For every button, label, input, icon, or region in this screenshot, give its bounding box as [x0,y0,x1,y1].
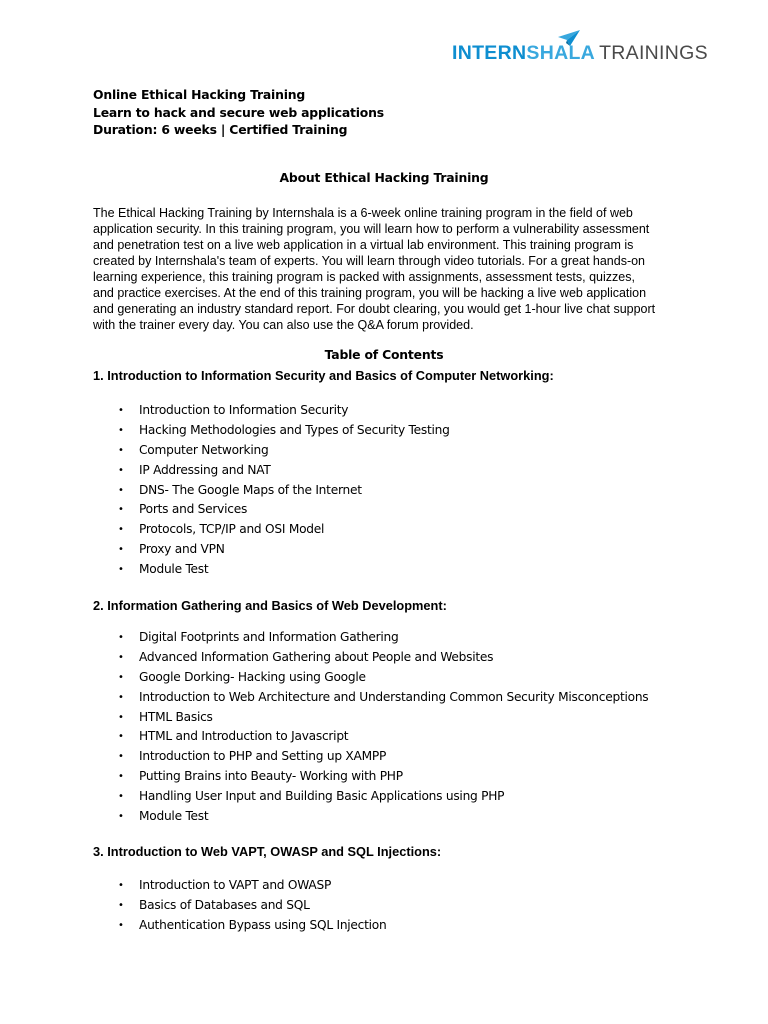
about-line: learning experience, this training program is packed with assignments, assessment tests, quizzes, [93,270,635,284]
list-item-text: Introduction to Information Security [139,403,349,417]
internshala-trainings-logo [452,30,708,70]
list-item-text: Handling User Input and Building Basic Applications using PHP [139,789,505,804]
list-item-text: Basics of Databases and SQL [139,897,310,912]
list-item-text: Module Test [139,809,209,824]
bullet-icon: • [118,671,124,683]
bullet-icon: • [118,424,124,436]
list-item-text: DNS- The Google Maps of the Internet [139,482,362,497]
bullet-icon: • [118,651,124,663]
list-item-text: Introduction to PHP and Setting up XAMPP [139,749,387,764]
bullet-icon: • [118,544,124,556]
about-line: and penetration test on a live web application in a virtual lab environment. This training program is [93,238,634,252]
list-item-text: Putting Brains into Beauty- Working with PHP [139,769,403,784]
bullet-icon: • [118,691,124,703]
document-header [93,86,384,139]
list-item-text: Authentication Bypass using SQL Injection [139,917,387,932]
bullet-icon: • [118,880,124,891]
bullet-icon: • [118,711,124,723]
about-line: created by Internshala's team of experts. You will learn through video tutorials. For a great hands-on [93,254,646,268]
section-title: 3. Introduction to Web VAPT, OWASP and SQL Injections: [93,844,442,859]
logo-brand-intern: INTERN [452,42,527,64]
bullet-icon: • [118,751,124,763]
about-line: The Ethical Hacking Training by Internshala is a 6-week online training program in the field of web [93,206,633,220]
list-item-text: Introduction to Web Architecture and Understanding Common Security Misconceptions [139,689,649,704]
logo-wordmark [452,42,708,65]
list-item-text: IP Addressing and NAT [139,462,271,477]
bullet-icon: • [118,504,124,516]
section-title: 2. Information Gathering and Basics of Web Development: [93,598,447,613]
bullet-icon: • [118,771,124,783]
list-item-text: Computer Networking [139,442,269,457]
bullet-icon: • [118,811,124,823]
logo-subtitle: TRAININGS [599,42,708,64]
list-item-text: Hacking Methodologies and Types of Security Testing [139,422,450,437]
bullet-icon: • [118,899,124,911]
bullet-icon: • [118,564,124,576]
section-title: 1. Introduction to Information Security and Basics of Computer Networking: [93,368,554,383]
header-tagline: Learn to hack and secure web applications [93,104,384,120]
bullet-icon: • [118,444,124,456]
bullet-icon: • [118,464,124,476]
bullet-icon: • [118,484,124,496]
list-item-text: Introduction to VAPT and OWASP [139,878,332,892]
bullet-icon: • [118,919,124,931]
list-item-text: Module Test [139,562,209,577]
about-line: and generating an industry standard report. For doubt clearing, you would get 1-hour live chat support [93,302,656,316]
toc-heading: Table of Contents [324,347,444,362]
bullet-icon: • [118,524,124,536]
bullet-icon: • [118,731,124,743]
about-line: application security. In this training program, you will learn how to perform a vulnerability assessment [93,222,650,236]
list-item-text: HTML Basics [139,709,213,724]
list-item-text: Digital Footprints and Information Gathering [139,630,399,644]
about-line: with the trainer every day. You can also use the Q&A forum provided. [93,318,474,332]
list-item-text: Advanced Information Gathering about People and Websites [139,649,494,664]
logo-brand-shala: SHALA [526,42,596,64]
list-item-text: Protocols, TCP/IP and OSI Model [139,522,325,537]
list-item-text: Ports and Services [139,502,248,517]
header-duration: Duration: 6 weeks | Certified Training [93,122,348,137]
bullet-icon: • [118,632,124,643]
list-item-text: Google Dorking- Hacking using Google [139,669,366,684]
list-item-text: HTML and Introduction to Javascript [139,729,349,744]
about-line: and practice exercises. At the end of this training program, you will be hacking a live web application [93,286,647,300]
about-heading: About Ethical Hacking Training [279,170,489,185]
header-title: Online Ethical Hacking Training [93,87,306,102]
bullet-icon: • [118,405,124,416]
bullet-icon: • [118,791,124,803]
list-item-text: Proxy and VPN [139,542,225,557]
about-paragraph [93,205,673,333]
